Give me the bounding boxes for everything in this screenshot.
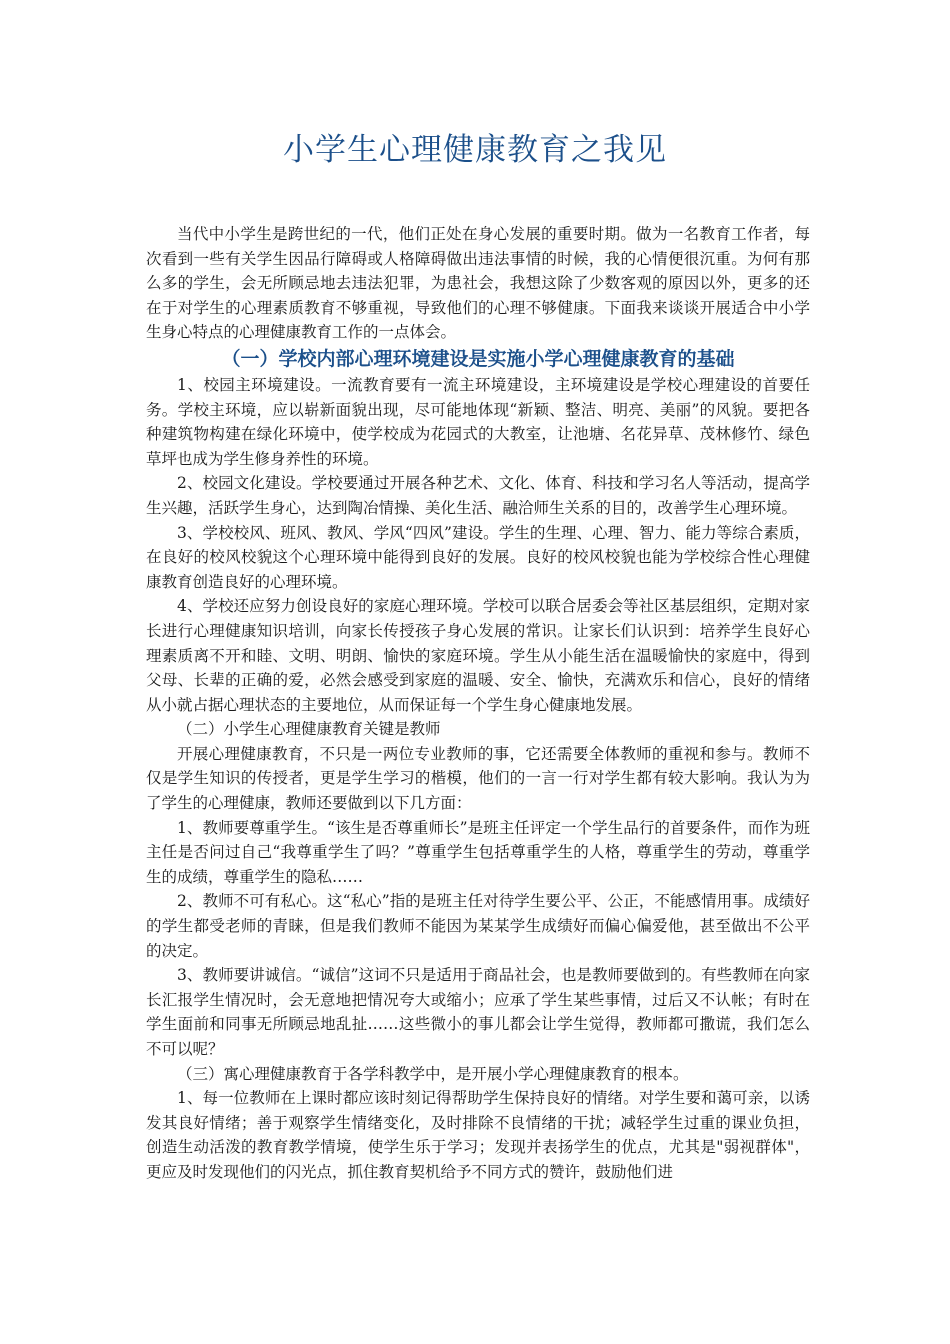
- paragraph-intro: 当代中小学生是跨世纪的一代，他们正处在身心发展的重要时期。做为一名教育工作者，每次看到一些有关学生因品行障碍或人格障碍做出违法事情的时候，我的心情便很沉重。为何有那么多的学生，会无所顾忌地去违法犯罪，为患社会，我想这除了少数客观的原因以外，更多的还在于对学生的心理素质教育不够重视，导致他们的心理不够健康。下面我来谈谈开展适合中小学生身心特点的心理健康教育工作的一点体会。: [146, 225, 810, 342]
- paragraph: 1、教师要尊重学生。“该生是否尊重师长”是班主任评定一个学生品行的首要条件，而作为班主任是否问过自己“我尊重学生了吗？”尊重学生包括尊重学生的人格，尊重学生的劳动，尊重学生的成绩，尊重学生的隐私……: [146, 818, 810, 886]
- paragraph: 3、学校校风、班风、教风、学风“四风”建设。学生的生理、心理、智力、能力等综合素质，在良好的校风校貌这个心理环境中能得到良好的发展。良好的校风校貌也能为学校综合性心理健康教育创造良好的心理环境。: [146, 523, 810, 591]
- paragraph: 1、每一位教师在上课时都应该时刻记得帮助学生保持良好的情绪。对学生要和蔼可亲，以诱发其良好情绪；善于观察学生情绪变化，及时排除不良情绪的干扰；减轻学生过重的课业负担，创造生动活泼的教育教学情境，使学生乐于学习；发现并表扬学生的优点，尤其是"弱视群体"，更应及时发现他们的闪光点，抓住教育契机给予不同方式的赞许，鼓励他们进: [146, 1089, 810, 1181]
- paragraph: 2、校园文化建设。学校要通过开展各种艺术、文化、体育、科技和学习名人等活动，提高学生兴趣，活跃学生身心，达到陶冶情操、美化生活、融洽师生关系的目的，改善学生心理环境。: [146, 474, 810, 517]
- document-body: [146, 222, 810, 1185]
- section-heading-3: （三）寓心理健康教育于各学科教学中，是开展小学心理健康教育的根本。: [177, 1064, 689, 1083]
- paragraph: 4、学校还应努力创设良好的家庭心理环境。学校可以联合居委会等社区基层组织，定期对家长进行心理健康知识培训，向家长传授孩子身心发展的常识。让家长们认识到：培养学生良好心理素质离不开和睦、文明、明朗、愉快的家庭环境。学生从小能生活在温暖愉快的家庭中，得到父母、长辈的正确的爱，必然会感受到家庭的温暖、安全、愉快，充满欢乐和信心，良好的情绪从小就占据心理状态的主要地位，从而保证每一个学生身心健康地发展。: [146, 597, 810, 714]
- section-heading-1: （一）学校内部心理环境建设是实施小学心理健康教育的基础: [221, 347, 735, 370]
- document-title: 小学生心理健康教育之我见: [283, 132, 667, 168]
- paragraph: 1、校园主环境建设。一流教育要有一流主环境建设，主环境建设是学校心理建设的首要任务。学校主环境，应以崭新面貌出现，尽可能地体现“新颖、整洁、明亮、美丽”的风貌。要把各种建筑物构建在绿化环境中，使学校成为花园式的大教室，让池塘、名花异草、茂林修竹、绿色草坪也成为学生修身养性的环境。: [146, 375, 810, 468]
- paragraph: 2、教师不可有私心。这“私心”指的是班主任对待学生要公平、公正，不能感情用事。成绩好的学生都受老师的青睐，但是我们教师不能因为某某学生成绩好而偏心偏爱他，甚至做出不公平的决定。: [146, 892, 810, 960]
- section-heading-2: （二）小学生心理健康教育关键是教师: [177, 720, 441, 739]
- paragraph: 3、教师要讲诚信。“诚信”这词不只是适用于商品社会，也是教师要做到的。有些教师在向家长汇报学生情况时，会无意地把情况夸大或缩小；应承了学生某些事情，过后又不认帐；有时在学生面前和同事无所顾忌地乱扯……这些微小的事儿都会让学生觉得，教师都可撒谎，我们怎么不可以呢？: [146, 966, 810, 1058]
- paragraph: 开展心理健康教育，不只是一两位专业教师的事，它还需要全体教师的重视和参与。教师不仅是学生知识的传授者，更是学生学习的楷模，他们的一言一行对学生都有较大影响。我认为为了学生的心理健康，教师还要做到以下几方面：: [146, 744, 810, 813]
